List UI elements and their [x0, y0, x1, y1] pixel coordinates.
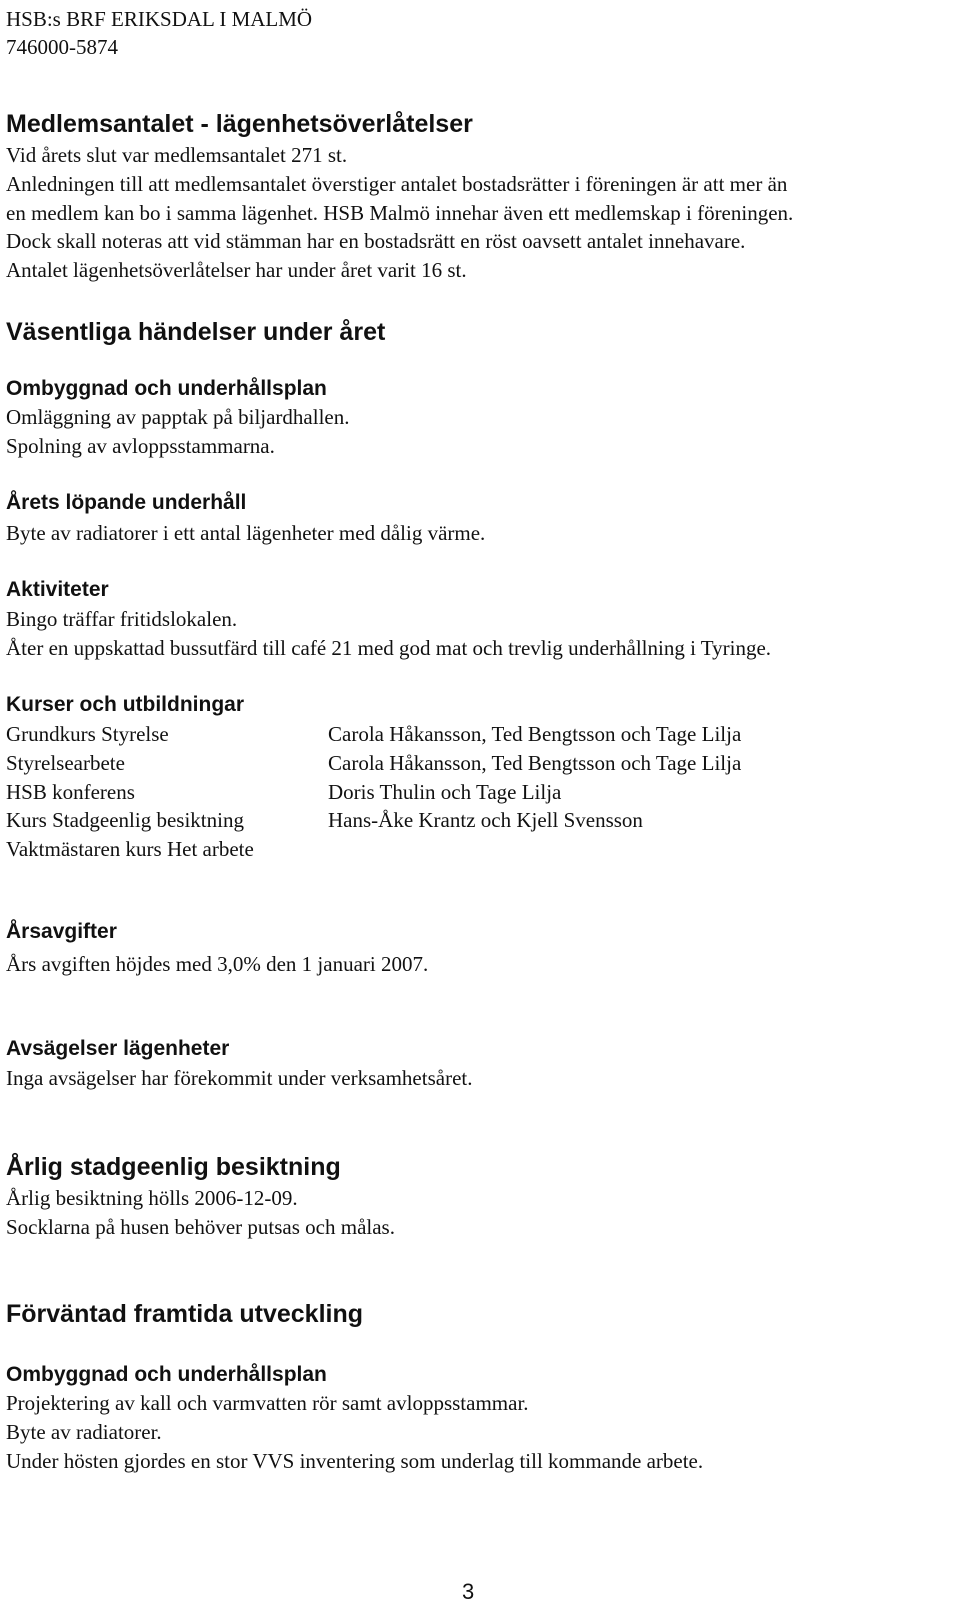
course-name: Vaktmästaren kurs Het arbete [6, 837, 254, 861]
future-heading: Förväntad framtida utveckling [6, 1300, 364, 1328]
org-number: 746000-5874 [6, 35, 118, 59]
inspection-line: Årlig besiktning hölls 2006-12-09. [6, 1186, 298, 1210]
course-name: HSB konferens [6, 780, 135, 804]
membership-line: Vid årets slut var medlemsantalet 271 st. [6, 143, 348, 167]
future-renovation-line: Under hösten gjordes en stor VVS inventering som underlag till kommande arbete. [6, 1449, 704, 1473]
course-participants: Carola Håkansson, Ted Bengtsson och Tage Lilja [328, 751, 742, 775]
course-participants: Doris Thulin och Tage Lilja [328, 780, 562, 804]
membership-line: Antalet lägenhetsöverlåtelser har under året varit 16 st. [6, 258, 467, 282]
course-name: Kurs Stadgeenlig besiktning [6, 808, 244, 832]
membership-line: Dock skall noteras att vid stämman har en bostadsrätt en röst oavsett antalet innehavare. [6, 229, 746, 253]
inspection-heading: Årlig stadgeenlig besiktning [6, 1153, 341, 1181]
course-name: Styrelsearbete [6, 751, 125, 775]
renovation-line: Omläggning av papptak på biljardhallen. [6, 405, 350, 429]
membership-line: Anledningen till att medlemsantalet överstiger antalet bostadsrätter i föreningen är att mer än [6, 172, 788, 196]
future-renovation-line: Byte av radiatorer. [6, 1420, 162, 1444]
maintenance-heading: Årets löpande underhåll [6, 491, 247, 514]
course-name: Grundkurs Styrelse [6, 722, 169, 746]
membership-heading: Medlemsantalet - lägenhetsöverlåtelser [6, 110, 473, 138]
inspection-line: Socklarna på husen behöver putsas och målas. [6, 1215, 395, 1239]
fees-heading: Årsavgifter [6, 920, 117, 943]
terminations-line: Inga avsägelser har förekommit under verksamhetsåret. [6, 1066, 473, 1090]
page-number: 3 [462, 1579, 475, 1604]
future-renovation-line: Projektering av kall och varmvatten rör samt avloppsstammar. [6, 1391, 529, 1415]
fees-line: Års avgiften höjdes med 3,0% den 1 januari 2007. [6, 952, 429, 976]
activities-line: Bingo träffar fritidslokalen. [6, 607, 238, 631]
course-participants: Hans-Åke Krantz och Kjell Svensson [328, 808, 643, 832]
events-heading: Väsentliga händelser under året [6, 318, 386, 346]
activities-heading: Aktiviteter [6, 578, 109, 601]
courses-heading: Kurser och utbildningar [6, 693, 245, 716]
renovation-heading: Ombyggnad och underhållsplan [6, 377, 327, 400]
terminations-heading: Avsägelser lägenheter [6, 1037, 230, 1060]
maintenance-line: Byte av radiatorer i ett antal lägenheter med dålig värme. [6, 521, 486, 545]
activities-line: Åter en uppskattad bussutfärd till café 21 med god mat och trevlig underhållning i Tyringe. [6, 636, 772, 660]
renovation-line: Spolning av avloppsstammarna. [6, 434, 275, 458]
org-name: HSB:s BRF ERIKSDAL I MALMÖ [6, 7, 313, 31]
course-participants: Carola Håkansson, Ted Bengtsson och Tage Lilja [328, 722, 742, 746]
future-renovation-heading: Ombyggnad och underhållsplan [6, 1363, 327, 1386]
membership-line: en medlem kan bo i samma lägenhet. HSB Malmö innehar även ett medlemskap i föreningen. [6, 201, 794, 225]
